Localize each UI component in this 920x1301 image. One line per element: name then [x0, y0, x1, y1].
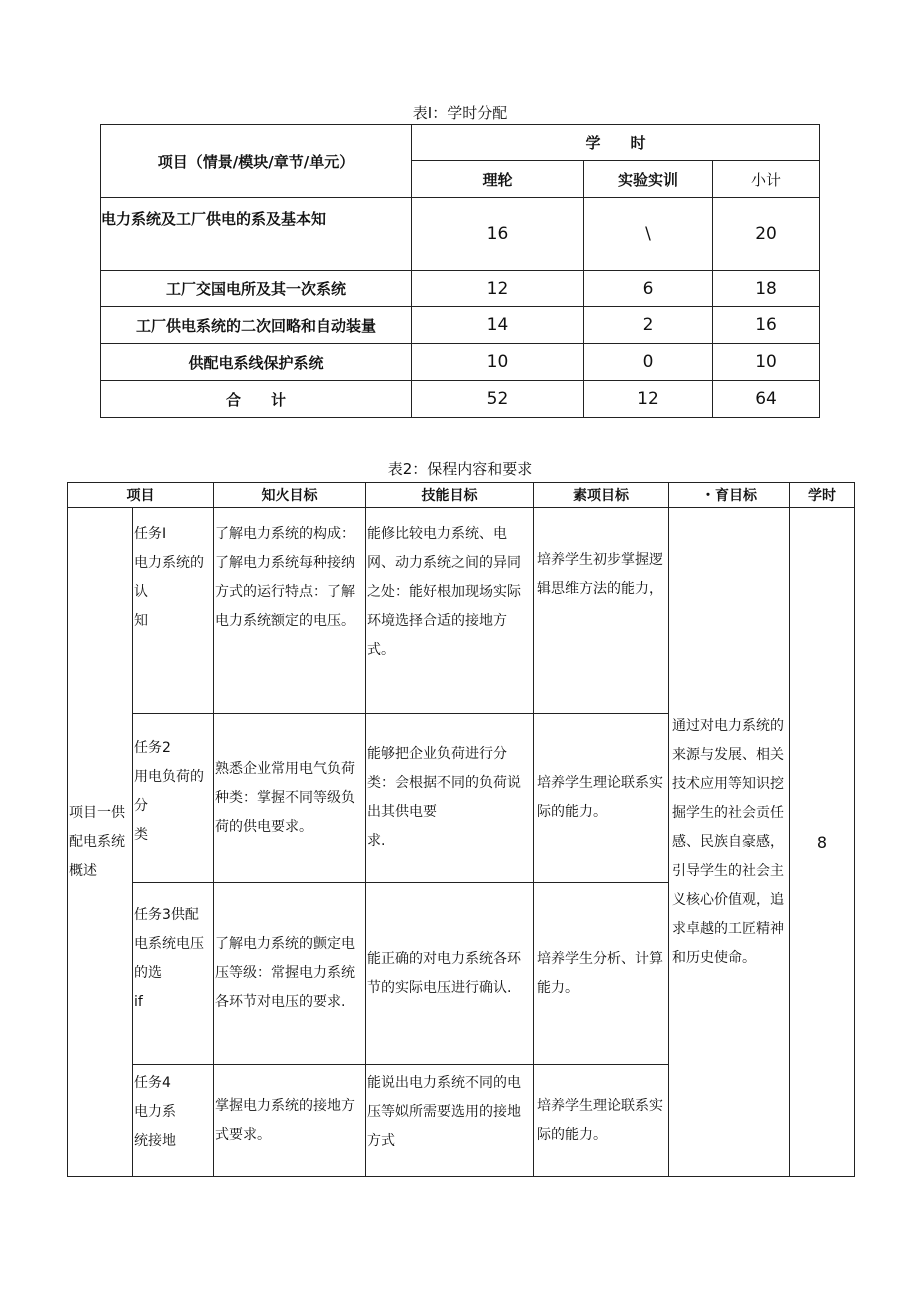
row-subtotal: 20 — [713, 198, 820, 271]
total-row — [101, 381, 820, 418]
task-name: 任务4 电力系 统接地 — [133, 1065, 214, 1177]
table-row — [101, 198, 820, 271]
education-goal: 通过对电力系统的来源与发展、相关技术应用等知识挖掘学生的社会贡任感、民族自豪感，引导学生的社会主义核心价值观，追求卓越的工匠精神和历史使命。 — [669, 508, 790, 1177]
task-skill: 能正确的对电力系统各环节的实际电压进行确认. — [366, 883, 534, 1065]
row-practice: \ — [584, 198, 713, 271]
total-label: 合 计 — [101, 381, 412, 418]
total-subtotal: 64 — [713, 381, 820, 418]
row-subtotal: 10 — [713, 344, 820, 381]
header-theory: 理轮 — [412, 161, 584, 198]
row-practice: 2 — [584, 307, 713, 344]
header-project: 项目（情景/模块/章节/单元） — [101, 125, 412, 198]
hours-allocation-table — [100, 124, 820, 418]
row-subtotal: 16 — [713, 307, 820, 344]
header-hours: 学时 — [790, 483, 855, 508]
table-row — [101, 271, 820, 307]
header-quality: 素项目标 — [534, 483, 669, 508]
header-knowledge: 知火目标 — [214, 483, 366, 508]
task-skill: 能修比较电力系统、电网、动力系统之间的异同之处：能好根加现场实际环境选择合适的接地方式。 — [366, 508, 534, 714]
header-practice: 实验实训 — [584, 161, 713, 198]
task-name: 任务I 电力系统的认 知 — [133, 508, 214, 714]
row-subtotal: 18 — [713, 271, 820, 307]
row-theory: 12 — [412, 271, 584, 307]
header-subtotal: 小计 — [713, 161, 820, 198]
task-skill: 能够把企业负荷进行分类：会根据不同的负荷说出其供电要 求. — [366, 714, 534, 883]
task-knowledge: 了解电力系统的构成：了解电力系统每种接纳方式的运行特点：了解电力系统额定的电压。 — [214, 508, 366, 714]
task-knowledge: 了解电力系统的颤定电压等级：常握电力系统各环节对电压的要求. — [214, 883, 366, 1065]
task-quality: 培养学生分析、计算能力。 — [534, 883, 669, 1065]
table2-caption: 表2：保程内容和要求 — [387, 460, 533, 478]
task-name: 任务2 用电负荷的分 类 — [133, 714, 214, 883]
task-name: 任务3供配电系统电压的选 if — [133, 883, 214, 1065]
table1-caption: 表I：学时分配 — [412, 104, 508, 122]
table-row — [101, 307, 820, 344]
table-row — [68, 508, 855, 714]
hours-value: 8 — [790, 508, 855, 1177]
task-skill: 能说出电力系统不同的电压等姒所需要选用的接地方式 — [366, 1065, 534, 1177]
row-name: 工厂交国电所及其一次系统 — [101, 271, 412, 307]
row-theory: 10 — [412, 344, 584, 381]
header-hours: 学 时 — [412, 125, 820, 161]
project-name: 项目一供配电系统概述 — [68, 508, 133, 1177]
header-project: 项目 — [68, 483, 214, 508]
total-theory: 52 — [412, 381, 584, 418]
row-name: 电力系统及工厂供电的系及基本知 — [101, 198, 412, 271]
row-theory: 16 — [412, 198, 584, 271]
header-education: ・育目标 — [669, 483, 790, 508]
task-knowledge: 掌握电力系统的接地方式要求。 — [214, 1065, 366, 1177]
header-skill: 技能目标 — [366, 483, 534, 508]
task-knowledge: 熟悉企业常用电气负荷种类：掌握不同等级负荷的供电要求。 — [214, 714, 366, 883]
table-row — [101, 344, 820, 381]
total-practice: 12 — [584, 381, 713, 418]
row-name: 供配电系线保护系统 — [101, 344, 412, 381]
course-content-table — [67, 482, 855, 1177]
task-quality: 培养学生理论联系实际的能力。 — [534, 714, 669, 883]
row-name: 工厂供电系统的二次回略和自动装量 — [101, 307, 412, 344]
row-practice: 6 — [584, 271, 713, 307]
row-practice: 0 — [584, 344, 713, 381]
task-quality: 培养学生理论联系实际的能力。 — [534, 1065, 669, 1177]
row-theory: 14 — [412, 307, 584, 344]
task-quality: 培养学生初步掌握逻辑思维方法的能力， — [534, 508, 669, 714]
